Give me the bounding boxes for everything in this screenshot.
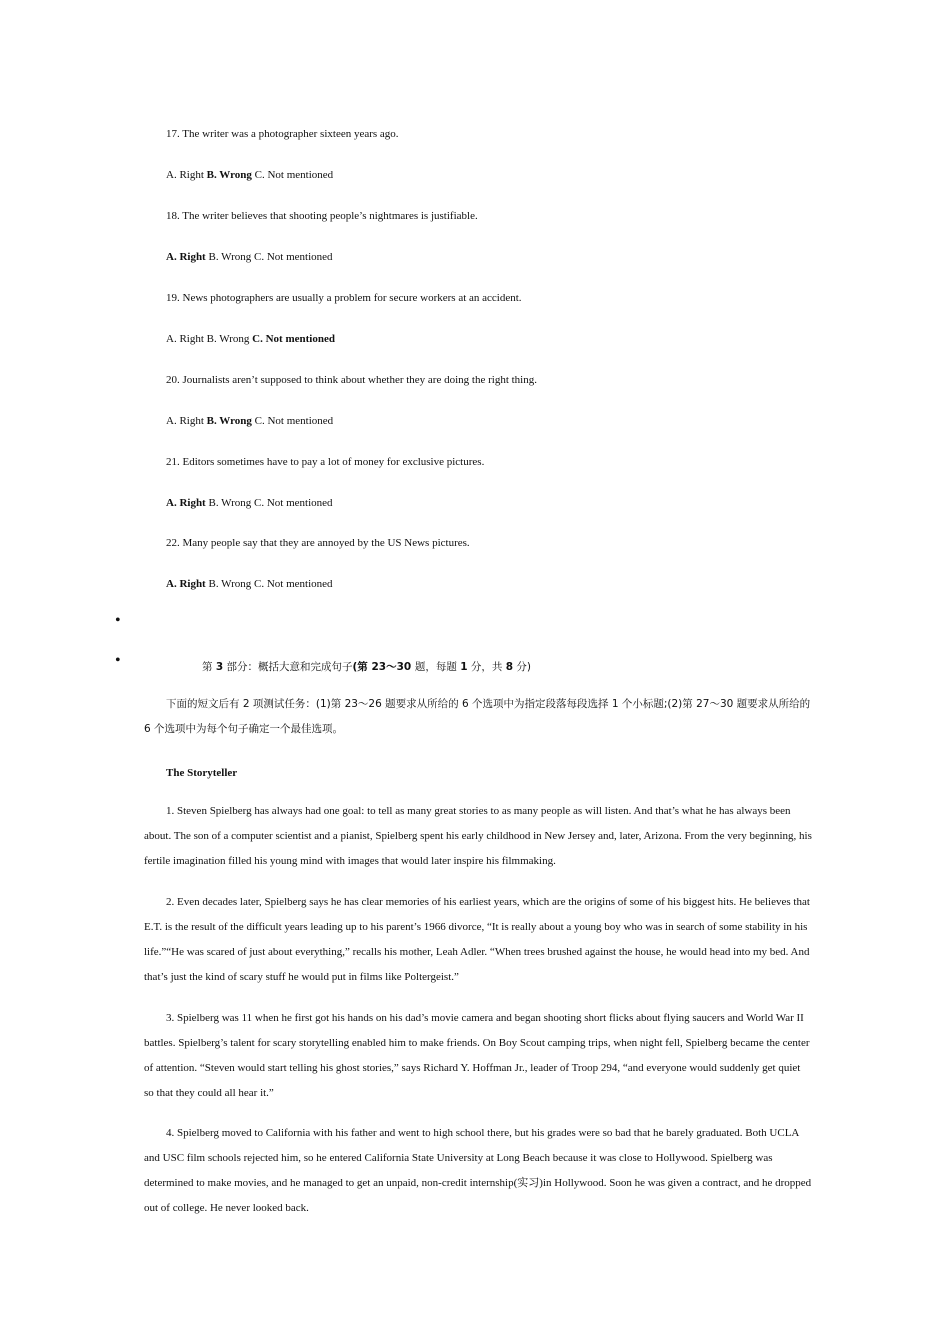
option-a: A. Right: [166, 169, 204, 181]
option-b: B. Wrong: [208, 578, 252, 590]
question-17: 17. The writer was a photographer sixteen years ago.: [166, 128, 399, 140]
options-18: [166, 250, 333, 264]
options-20: [166, 414, 333, 428]
question-20: 20. Journalists aren’t supposed to think about whether they are doing the right thing.: [166, 374, 537, 386]
option-b-answer: B. Wrong: [206, 169, 252, 181]
option-c: C. Not mentioned: [253, 251, 333, 263]
question-19: 19. News photographers are usually a problem for secure workers at an accident.: [166, 292, 522, 304]
option-c-answer: C. Not mentioned: [252, 333, 335, 345]
options-17: [166, 168, 333, 182]
option-a-answer: A. Right: [166, 497, 206, 509]
paragraph-3: 3. Spielberg was 11 when he first got his hands on his dad’s movie camera and began shooting short flicks about flying saucers and World War II battles. Spielberg’s talent for scary storytelling enabled him to make friends. On Boy Scout camping trips, when night fell, Spielberg became the center of attention. “Steven would start telling his ghost stories,” says Richard Y. Hoffman Jr., leader of Troop 294, “and everyone would suddenly get quiet so that they could all hear it.”: [144, 1012, 810, 1099]
option-a-answer: A. Right: [166, 578, 206, 590]
option-c: C. Not mentioned: [253, 578, 333, 590]
article-title: The Storyteller: [166, 767, 238, 779]
option-a-answer: A. Right: [166, 251, 206, 263]
bullet-dot: •: [115, 612, 121, 629]
paragraph-4: 4. Spielberg moved to California with his father and went to high school there, but his grades were so bad that he barely graduated. Both UCLA and USC film schools rejected him, so he entered California State University at Long Beach because it was close to Hollywood. Spielberg was determined to make movies, and he managed to get an unpaid, non-credit internship(实习)in Hollywood. Soon he was given a contract, and he dropped out of college. He never looked back.: [144, 1127, 812, 1214]
option-c: C. Not mentioned: [254, 415, 334, 427]
bullet-dot: •: [115, 652, 121, 669]
section-heading: 第 3 部分：概括大意和完成句子(第 23～30 题，每题 1 分，共 8 分): [202, 661, 531, 673]
option-c: C. Not mentioned: [253, 497, 333, 509]
option-b: B. Wrong: [206, 333, 250, 345]
paragraph-1: 1. Steven Spielberg has always had one goal: to tell as many great stories to as many people as will listen. And that’s what he has always been about. The son of a computer scientist and a pianist, Spielberg spent his early childhood in New Jersey and, later, Arizona. From the very beginning, his fertile imagination filled his young mind with images that would later inspire his filmmaking.: [144, 805, 812, 867]
option-b: B. Wrong: [208, 251, 252, 263]
option-a: A. Right: [166, 415, 204, 427]
question-22: 22. Many people say that they are annoyed by the US News pictures.: [166, 537, 470, 549]
option-a: A. Right: [166, 333, 204, 345]
option-b-answer: B. Wrong: [206, 415, 252, 427]
option-c: C. Not mentioned: [254, 169, 334, 181]
instructions: 下面的短文后有 2 项测试任务：(1)第 23～26 题要求从所给的 6 个选项中为指定段落每段选择 1 个小标题;(2)第 27～30 题要求从所给的 6 个选项中为每个句子确定一个最佳选项。: [144, 698, 811, 735]
paragraph-2: 2. Even decades later, Spielberg says he has clear memories of his earliest years, which are the origins of some of his biggest hits. He believes that E.T. is the result of the difficult years leading up to his parent’s 1966 divorce, “It is really about a young boy who was in search of some stability in his life.”“He was scared of just about everything,” recalls his mother, Leah Adler. “When trees brushed against the house, he would head into my bed. And that’s just the kind of scary stuff he would put in films like Poltergeist.”: [144, 896, 810, 983]
options-21: [166, 496, 333, 510]
question-18: 18. The writer believes that shooting people’s nightmares is justifiable.: [166, 210, 478, 222]
option-b: B. Wrong: [208, 497, 252, 509]
options-22: [166, 577, 333, 591]
question-21: 21. Editors sometimes have to pay a lot of money for exclusive pictures.: [166, 456, 485, 468]
options-19: [166, 332, 335, 346]
